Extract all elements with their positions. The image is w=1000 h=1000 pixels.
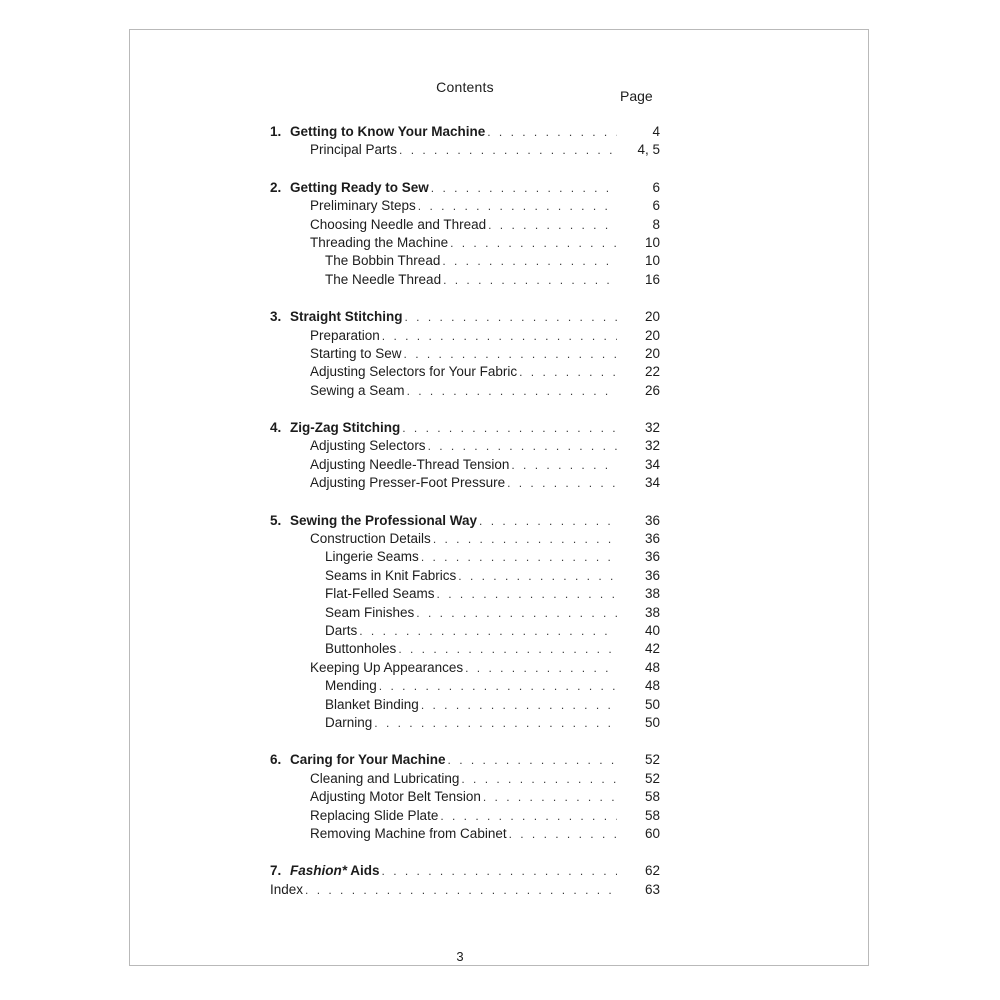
entry-page: 58 [644,789,660,805]
entry-page: 36 [644,567,660,583]
entry-title: The Bobbin Thread [325,253,441,269]
dot-leader [511,456,617,474]
section-number: 3. [270,309,282,325]
entry-page: 36 [644,549,660,565]
entry-page: 48 [644,678,660,694]
toc-entry [270,604,660,622]
section-number: 4. [270,420,282,436]
toc-entry [270,382,660,400]
dot-leader [421,548,617,566]
toc-section-heading [270,308,660,326]
entry-title: Construction Details [310,531,431,547]
entry-page: 32 [644,438,660,454]
entry-page: 16 [644,271,660,287]
toc-entry [270,327,660,345]
entry-page: 52 [644,770,660,786]
entry-title: Sewing a Seam [310,382,405,398]
dot-leader [404,345,617,363]
entry-title: Adjusting Needle-Thread Tension [310,456,510,472]
dot-leader [382,327,617,345]
entry-page: 26 [644,382,660,398]
toc-entry [270,825,660,843]
entry-title: Flat-Felled Seams [325,586,435,602]
toc-entry [270,437,660,455]
dot-leader [402,419,617,437]
toc-entry [270,216,660,234]
toc-section [270,862,660,899]
dot-leader [407,382,617,400]
section-title: Getting Ready to Sew [290,179,429,195]
entry-title: Adjusting Presser-Foot Pressure [310,475,506,491]
dot-leader [488,216,617,234]
toc-entry [270,234,660,252]
section-page: 52 [644,752,660,768]
dot-leader [458,567,617,585]
dot-leader [461,770,617,788]
document-page [129,29,869,966]
toc-section-heading [270,179,660,197]
dot-leader [379,677,617,695]
dot-leader [433,530,617,548]
toc-entry [270,770,660,788]
dot-leader [465,659,617,677]
dot-leader [448,751,617,769]
dot-leader [399,141,617,159]
dot-leader [437,585,617,603]
entry-title: Threading the Machine [310,234,449,250]
toc-section [270,751,660,843]
entry-title: Blanket Binding [325,696,419,712]
toc-entry [270,548,660,566]
section-page: 62 [644,863,660,879]
entry-page: 42 [644,641,660,657]
entry-page: 48 [644,659,660,675]
index-title: Index [270,881,304,897]
dot-leader [440,807,617,825]
dot-leader [483,788,617,806]
toc-section [270,419,660,493]
entry-title: Darts [325,622,358,638]
section-number: 7. [270,863,282,879]
toc-entry [270,345,660,363]
dot-leader [507,474,617,492]
dot-leader [487,123,617,141]
section-page: 32 [644,420,660,436]
entry-page: 58 [644,807,660,823]
dot-leader [374,714,617,732]
entry-title: Seams in Knit Fabrics [325,567,457,583]
entry-title: Principal Parts [310,142,398,158]
dot-leader [398,640,617,658]
toc-section-heading [270,512,660,530]
entry-title: Adjusting Motor Belt Tension [310,789,481,805]
page-number-footer: 3 [456,949,464,964]
entry-page: 50 [644,696,660,712]
section-title: Straight Stitching [290,309,403,325]
section-number: 5. [270,512,282,528]
toc-section [270,308,660,400]
entry-page: 40 [644,622,660,638]
entry-title: Preliminary Steps [310,198,416,214]
section-page: 6 [652,179,660,195]
toc-section-heading [270,751,660,769]
toc-entry [270,271,660,289]
toc-entry [270,622,660,640]
toc-entry [270,252,660,270]
dot-leader [416,604,617,622]
toc-section-heading [270,419,660,437]
dot-leader [479,512,617,530]
section-title-rest: Aids [347,863,380,879]
entry-page: 20 [644,345,660,361]
entry-title: Cleaning and Lubricating [310,770,460,786]
entry-page: 34 [644,475,660,491]
section-title: Caring for Your Machine [290,752,446,768]
toc-entry [270,567,660,585]
entry-title: Adjusting Selectors [310,438,426,454]
entry-title: Replacing Slide Plate [310,807,439,823]
toc-entry [270,456,660,474]
entry-title: Starting to Sew [310,345,402,361]
entry-title: Lingerie Seams [325,549,419,565]
section-title-italic: Fashion* [290,863,348,879]
section-page: 4 [652,124,660,139]
page-column-header: Page [620,88,653,104]
toc-section-heading [270,123,660,141]
entry-title: Darning [325,714,373,730]
entry-page: 38 [644,604,660,620]
entry-page: 34 [644,456,660,472]
toc-entry [270,197,660,215]
toc-entry [270,530,660,548]
entry-page: 4, 5 [637,142,660,158]
entry-page: 36 [644,531,660,547]
toc-section [270,179,660,289]
entry-title: Choosing Needle and Thread [310,216,487,232]
page-title: Contents [436,79,494,95]
toc-index-entry [270,881,660,899]
section-page: 20 [644,309,660,325]
dot-leader [418,197,617,215]
section-title: Getting to Know Your Machine [290,124,486,139]
dot-leader [305,881,617,899]
dot-leader [359,622,617,640]
toc-entry [270,141,660,159]
toc-entry [270,696,660,714]
toc-entry [270,363,660,381]
dot-leader [405,308,618,326]
toc-entry [270,659,660,677]
dot-leader [382,862,617,880]
entry-title: Adjusting Selectors for Your Fabric [310,364,518,380]
entry-page: 20 [644,327,660,343]
dot-leader [421,696,617,714]
entry-page: 10 [644,253,660,269]
entry-title: Mending [325,678,377,694]
toc-entry [270,807,660,825]
entry-title: Removing Machine from Cabinet [310,825,507,841]
entry-page: 22 [644,364,660,380]
index-page: 63 [644,881,660,897]
entry-page: 50 [644,714,660,730]
entry-title: Buttonholes [325,641,397,657]
entry-page: 38 [644,586,660,602]
toc-entry [270,640,660,658]
toc-section [270,123,660,160]
toc-entry [270,788,660,806]
entry-title: The Needle Thread [325,271,442,287]
table-of-contents [270,123,660,918]
section-number: 6. [270,752,282,768]
entry-page: 6 [652,198,660,214]
toc-section [270,512,660,733]
section-title [290,862,380,880]
entry-title: Keeping Up Appearances [310,659,464,675]
section-number: 1. [270,124,282,139]
toc-entry [270,714,660,732]
dot-leader [509,825,617,843]
toc-entry [270,585,660,603]
section-number: 2. [270,179,282,195]
entry-title: Preparation [310,327,380,343]
section-page: 36 [644,512,660,528]
toc-entry [270,677,660,695]
section-title: Zig-Zag Stitching [290,420,401,436]
entry-page: 8 [652,216,660,232]
dot-leader [450,234,617,252]
entry-title: Seam Finishes [325,604,415,620]
entry-page: 10 [644,234,660,250]
dot-leader [443,271,617,289]
dot-leader [431,179,617,197]
section-title: Sewing the Professional Way [290,512,478,528]
dot-leader [519,363,617,381]
entry-page: 60 [644,825,660,841]
toc-section-heading [270,862,660,880]
dot-leader [442,252,617,270]
dot-leader [428,437,617,455]
toc-entry [270,474,660,492]
